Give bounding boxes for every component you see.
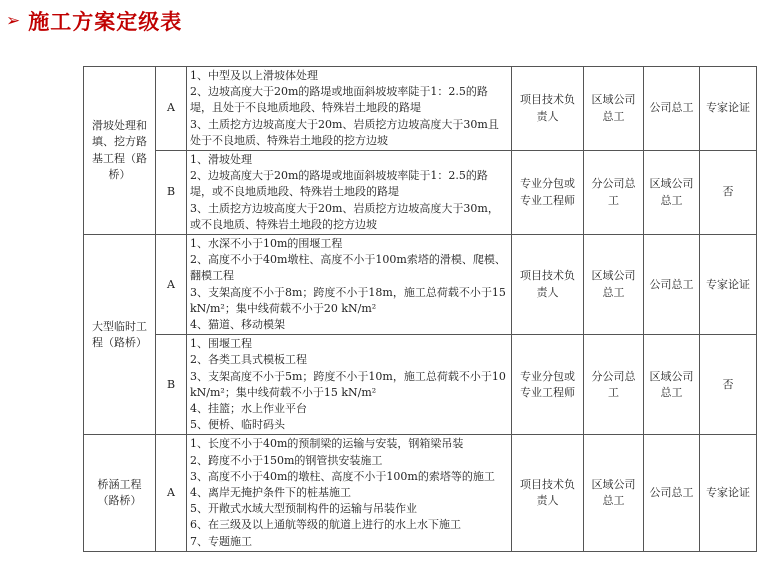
reviewer-cell: 区域公司总工	[584, 67, 644, 151]
list-item: 4、离岸无掩护条件下的桩基施工	[190, 486, 351, 500]
expert-cell: 否	[700, 335, 757, 435]
expert-cell: 专家论证	[700, 235, 757, 335]
reviewer-cell: 分公司总工	[584, 151, 644, 235]
list-item: 2、各类工具式模板工程	[190, 353, 307, 367]
table-row	[84, 235, 757, 335]
content-cell	[187, 235, 512, 335]
page-title	[6, 6, 182, 36]
level-cell: B	[156, 151, 187, 235]
compiler-cell: 项目技术负责人	[512, 435, 584, 551]
list-item: 3、土质挖方边坡高度大于20m、岩质挖方边坡高度大于30m且处于不良地质、特殊岩土地段的挖方边坡	[190, 117, 499, 147]
approver-cell: 区域公司总工	[644, 335, 700, 435]
category-cell: 桥涵工程（路桥）	[84, 435, 156, 551]
expert-cell: 专家论证	[700, 67, 757, 151]
approver-cell: 区域公司总工	[644, 151, 700, 235]
list-item: 6、在三级及以上通航等级的航道上进行的水上水下施工	[190, 518, 461, 532]
arrow-bullet-icon: ➢	[6, 11, 21, 31]
level-cell: A	[156, 435, 187, 551]
construction-plan-grading-table	[83, 66, 757, 552]
content-cell	[187, 151, 512, 235]
content-cell	[187, 67, 512, 151]
table-row	[84, 151, 757, 235]
content-cell	[187, 435, 512, 551]
reviewer-cell: 分公司总工	[584, 335, 644, 435]
list-item: 1、水深不小于10m的围堰工程	[190, 237, 343, 251]
compiler-cell: 项目技术负责人	[512, 235, 584, 335]
list-item: 3、土质挖方边坡高度大于20m、岩质挖方边坡高度大于30m，或不良地质、特殊岩土地段的挖方边坡	[190, 201, 499, 231]
list-item: 1、滑坡处理	[190, 153, 252, 167]
expert-cell: 否	[700, 151, 757, 235]
category-cell: 滑坡处理和填、挖方路基工程（路桥）	[84, 67, 156, 235]
list-item: 2、跨度不小于150m的钢管拱安装施工	[190, 453, 383, 467]
approver-cell: 公司总工	[644, 435, 700, 551]
list-item: 3、支架高度不小于5m；跨度不小于10m，施工总荷载不小于10kN/m²；集中线荷载不小于15 kN/m²	[190, 369, 506, 399]
compiler-cell: 项目技术负责人	[512, 67, 584, 151]
content-cell	[187, 335, 512, 435]
approver-cell: 公司总工	[644, 67, 700, 151]
list-item: 1、中型及以上滑坡体处理	[190, 69, 318, 82]
compiler-cell: 专业分包或专业工程师	[512, 151, 584, 235]
list-item: 3、支架高度不小于8m；跨度不小于18m，施工总荷载不小于15kN/m²；集中线荷载不小于20 kN/m²	[190, 285, 506, 315]
list-item: 7、专题施工	[190, 534, 252, 548]
compiler-cell: 专业分包或专业工程师	[512, 335, 584, 435]
list-item: 2、边坡高度大于20m的路堤或地面斜坡坡率陡于1：2.5的路堤，且处于不良地质地段、特殊岩土地段的路堤	[190, 85, 488, 115]
list-item: 4、猫道、移动模架	[190, 318, 285, 332]
reviewer-cell: 区域公司总工	[584, 235, 644, 335]
level-cell: A	[156, 235, 187, 335]
list-item: 5、开敞式水域大型预制构件的运输与吊装作业	[190, 502, 417, 516]
page-title-text: 施工方案定级表	[28, 10, 183, 34]
reviewer-cell: 区域公司总工	[584, 435, 644, 551]
list-item: 4、挂篮；水上作业平台	[190, 402, 307, 416]
list-item: 5、便桥、临时码头	[190, 418, 285, 432]
list-item: 2、高度不小于40m墩柱、高度不小于100m索塔的滑模、爬模、翻模工程	[190, 253, 506, 283]
list-item: 2、边坡高度大于20m的路堤或地面斜坡坡率陡于1：2.5的路堤，或不良地质地段、特殊岩土地段的路堤	[190, 169, 488, 199]
table-row	[84, 435, 757, 551]
list-item: 3、高度不小于40m的墩柱、高度不小于100m的索塔等的施工	[190, 469, 495, 483]
category-cell: 大型临时工程（路桥）	[84, 235, 156, 435]
table-row	[84, 335, 757, 435]
expert-cell: 专家论证	[700, 435, 757, 551]
list-item: 1、围堰工程	[190, 337, 252, 351]
approver-cell: 公司总工	[644, 235, 700, 335]
list-item: 1、长度不小于40m的预制梁的运输与安装，钢箱梁吊装	[190, 437, 464, 451]
level-cell: A	[156, 67, 187, 151]
table-row	[84, 67, 757, 151]
level-cell: B	[156, 335, 187, 435]
